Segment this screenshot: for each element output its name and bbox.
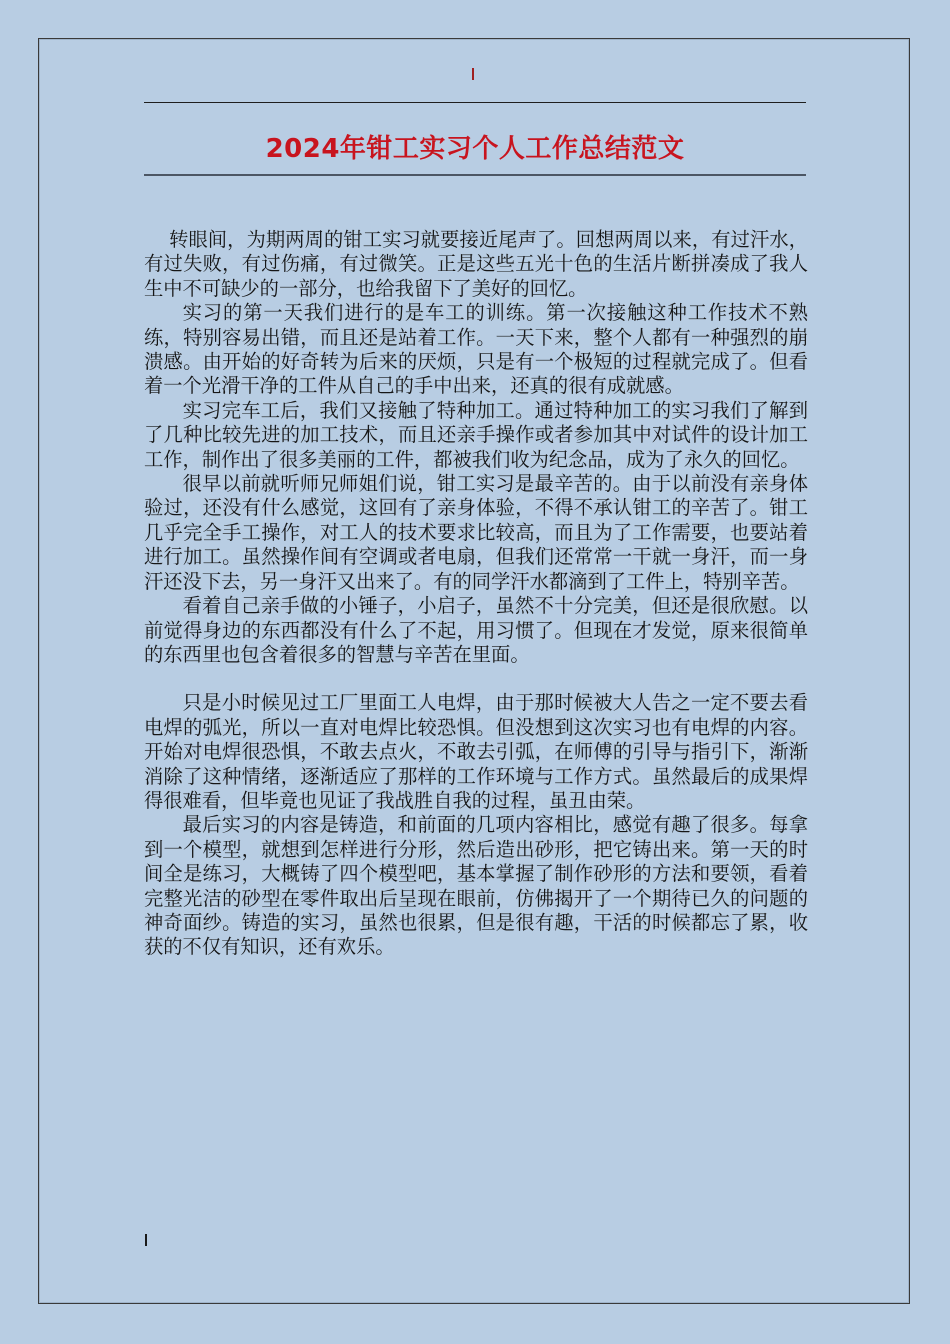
header-divider	[144, 102, 806, 103]
paragraph: 实习完车工后，我们又接触了特种加工。通过特种加工的实习我们了解到了几种比较先进的加工技术，而且还亲手操作或者参加其中对试件的设计加工工作，制作出了很多美丽的工件，都被我们收为纪念品，成为了永久的回忆。	[144, 398, 808, 471]
footer-mark	[145, 1234, 147, 1246]
title-divider	[144, 174, 806, 176]
paragraph: 看着自己亲手做的小锤子，小启子，虽然不十分完美，但还是很欣慰。以前觉得身边的东西都没有什么了不起，用习惯了。但现在才发觉，原来很简单的东西里也包含着很多的智慧与辛苦在里面。	[144, 594, 808, 666]
paragraph: 很早以前就听师兄师姐们说，钳工实习是最辛苦的。由于以前没有亲身体验过，还没有什么感觉，这回有了亲身体验，不得不承认钳工的辛苦了。钳工几乎完全手工操作，对工人的技术要求比较高，而且为了工作需要，也要站着进行加工。虽然操作间有空调或者电扇，但我们还常常一干就一身汗，而一身汗还没下去，另一身汗又出来了。有的同学汗水都滴到了工件上，特别辛苦。	[144, 472, 808, 593]
header-mark	[472, 68, 474, 80]
paragraph-gap	[144, 667, 808, 691]
paragraph: 转眼间，为期两周的钳工实习就要接近尾声了。回想两周以来，有过汗水，有过失败，有过伤痛，有过微笑。正是这些五光十色的生活片断拼凑成了我人生中不可缺少的一部分，也给我留下了美好的回忆。	[144, 228, 808, 300]
paragraph: 只是小时候见过工厂里面工人电焊，由于那时候被大人告之一定不要去看电焊的弧光，所以一直对电焊比较恐惧。但没想到这次实习也有电焊的内容。开始对电焊很恐惧，不敢去点火，不敢去引弧，在师傅的引导与指引下，渐渐消除了这种情绪，逐渐适应了那样的工作环境与工作方式。虽然最后的成果焊得很难看，但毕竟也见证了我战胜自我的过程，虽丑由荣。	[144, 691, 808, 812]
document-body	[144, 228, 808, 960]
paragraph: 最后实习的内容是铸造，和前面的几项内容相比，感觉有趣了很多。每拿到一个模型，就想到怎样进行分形，然后造出砂形，把它铸出来。第一天的时间全是练习，大概铸了四个模型吧，基本掌握了制作砂形的方法和要领，看着完整光洁的砂型在零件取出后呈现在眼前，仿佛揭开了一个期待已久的问题的神奇面纱。铸造的实习，虽然也很累，但是很有趣，干活的时候都忘了累，收获的不仅有知识，还有欢乐。	[144, 813, 808, 959]
paragraph: 实习的第一天我们进行的是车工的训练。第一次接触这种工作技术不熟练，特别容易出错，而且还是站着工作。一天下来，整个人都有一种强烈的崩溃感。由开始的好奇转为后来的厌烦，只是有一个极短的过程就完成了。但看着一个光滑干净的工件从自己的手中出来，还真的很有成就感。	[144, 301, 808, 398]
document-title: 2024年钳工实习个人工作总结范文	[265, 134, 685, 164]
